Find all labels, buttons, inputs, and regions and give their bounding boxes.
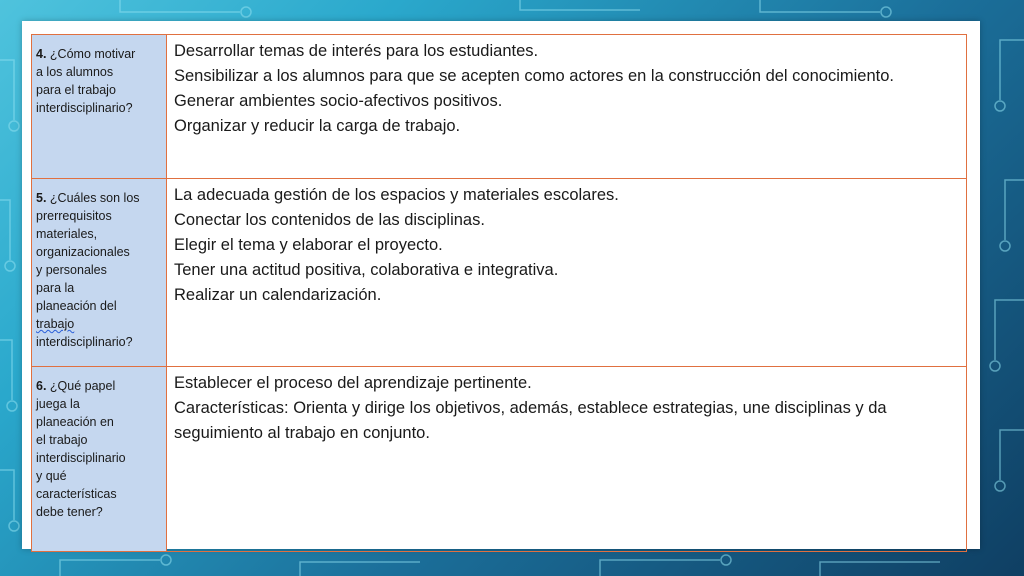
answer-line: Organizar y reducir la carga de trabajo.: [174, 117, 461, 135]
answer-line: Realizar un calendarización.: [174, 286, 382, 304]
question-cell: [32, 367, 167, 552]
answer-line: Sensibilizar a los alumnos para que se acepten como actores en la construcción del conocimiento.: [174, 67, 894, 85]
table-row: [32, 367, 967, 552]
answer-line: Establecer el proceso del aprendizaje pertinente.: [174, 374, 532, 392]
question-cell: [32, 179, 167, 367]
table-row: [32, 35, 967, 179]
question-text: ¿Cómo motivar a los alumnos para el trabajo interdisciplinario?: [36, 47, 136, 115]
question-text-end: interdisciplinario?: [36, 335, 133, 349]
answer-line: Elegir el tema y elaborar el proyecto.: [174, 236, 443, 254]
question-number: 5.: [36, 191, 47, 205]
answer-line: Desarrollar temas de interés para los estudiantes.: [174, 42, 539, 60]
question-text: ¿Cuáles son los prerrequisitos materiales, organizacionales y personales para la planeación del: [36, 191, 140, 313]
spellcheck-underlined-word: trabajo: [36, 317, 75, 331]
answer-line: Conectar los contenidos de las disciplinas.: [174, 211, 485, 229]
question-number: 6.: [36, 379, 47, 393]
answer-line: Generar ambientes socio-afectivos positivos.: [174, 92, 503, 110]
answer-cell: [167, 179, 967, 367]
answer-line: Características: Orienta y dirige los objetivos, además, establece estrategias, une disciplinas y da seguimiento al trabajo en conjunto.: [174, 399, 887, 442]
question-number: 4.: [36, 47, 47, 61]
table-row: [32, 179, 967, 367]
answer-cell: [167, 367, 967, 552]
slide-content: [22, 21, 980, 549]
question-cell: [32, 35, 167, 179]
question-text: ¿Qué papel juega la planeación en el trabajo interdisciplinario y qué características debe tener?: [36, 379, 126, 519]
questions-table: [31, 34, 967, 552]
answer-line: Tener una actitud positiva, colaborativa e integrativa.: [174, 261, 559, 279]
answer-cell: [167, 35, 967, 179]
answer-line: La adecuada gestión de los espacios y materiales escolares.: [174, 186, 619, 204]
